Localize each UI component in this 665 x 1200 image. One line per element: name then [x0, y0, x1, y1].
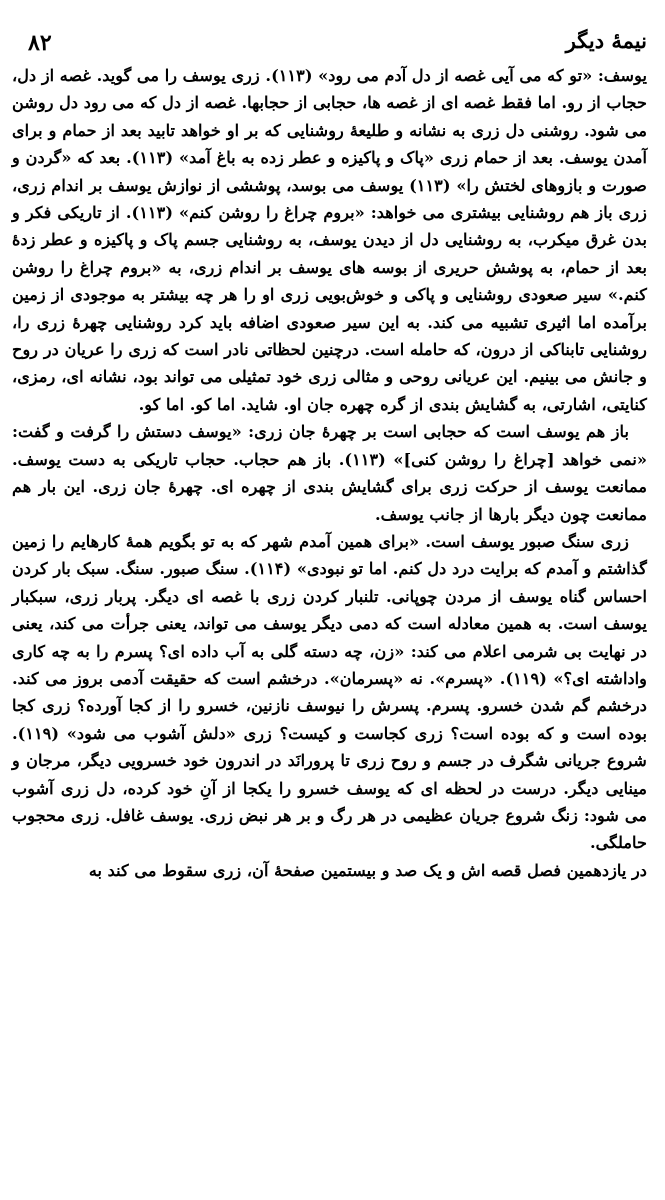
body-text [12, 62, 647, 884]
page-header [12, 28, 647, 62]
paragraph-3: زری سنگ صبور یوسف است. «برای همین آمدم شهر که به تو بگویم همهٔ کارهایم را زمین گذاشتم و آمدم که برایت درد دل کنم. اما تو نبودی» (۱۱۴). سنگ صبور. سنگ. سبک بار کردن احساس گناه یوسف از مردن چوپانی. تلنبار کردن زری با غصه ای دیگر. پربار زری، سبکبار یوسف است. به همین معادله است که دمی دیگر یوسف می تواند، یعنی جرأت می کند، یعنی در نهایت بی شرمی اعلام می کند: «زن، چه دسته گلی به آب داده ای؟ پسرم را به چه کاری واداشته ای؟» (۱۱۹). «پسرم». نه «پسرمان». درخشم است که حقیقت آدمی بروز می کند. درخشم گم شدن خسرو. پسرم. پسرش را نیوسف نازنین، خسرو را از کجا آورده؟ زری کجا بوده است و که بوده است؟ زری کجاست و کیست؟ زری «دلش آشوب می شود» (۱۱۹). شروع جریانی شگرف در جسم و روح زری تا پرورانَد در اندرون خود خسرویی دیگر، مرجان و مینایی دیگر. درست در لحظه ای که یوسف خسرو را یکجا از آنِ خود کرده، دل زری آشوب می شود: زنگ شروع جریان عظیمی در هر رگ و بر هر نبض زری. یوسف غافل. زری محجوب حاملگی. [12, 531, 647, 853]
page-number: ۸۲ [28, 30, 52, 56]
paragraph-2: باز هم یوسف است که حجابی است بر چهرهٔ جان زری: «یوسف دستش را گرفت و گفت: «نمی خواهد [چراغ را روشن کنی]» (۱۱۳). باز هم حجاب. حجاب تاریکی به دست یوسف. ممانعت یوسف از حرکت زری برای گشایش بندی از چهره ای. چهرهٔ جان زری. این بار هم ممانعت چون دیگر بارها از جانب یوسف. [12, 422, 647, 524]
paragraph-4: در یازدهمین فصل قصه اش و یک صد و بیستمین صفحهٔ آن، زری سقوط می کند به [88, 860, 647, 880]
paragraph-1: یوسف: «تو که می آیی غصه از دل آدم می رود» (۱۱۳). زری یوسف را می گوید. غصه از دل، حجاب از رو. اما فقط غصه ای از غصه ها، حجابی از حجابها. غصه از دل که می رود دل روشن می شود. روشنی دل زری به نشانه و طلیعهٔ روشنایی که بر او خواهد تابید بعد از حمام و برای آمدن یوسف. بعد از حمام زری «پاک و پاکیزه و عطر زده به باغ آمد» (۱۱۳). بعد که «گردن و صورت و بازوهای لختش را» (۱۱۳) یوسف می بوسد، پوششی از نوازش یوسف بر اندام زری، زری باز هم روشنایی بیشتری می خواهد: «بروم چراغ را روشن کنم» (۱۱۳). از تاریکی فکر و بدن غرق میکرب، به روشنایی دل از دیدن یوسف، به روشنایی جسم پاک و پاکیزه و عطر زدهٔ بعد از حمام، به پوشش حریری از بوسه های یوسف بر اندام زری، به «بروم چراغ را روشن کنم.» سیر صعودی روشنایی و پاکی و خوش‌بویی زری او را هر چه بیشتر به موجودی از زمین برآمده اما اثیری تشبیه می کند. به این سیر صعودی اضافه باید کرد روشنایی چهرهٔ زری را، روشنایی تابناکی از درون، که حامله است. درچنین لحظاتی نادر است که زری را عریان در روح و جانش می بینیم. این عریانی روحی و مثالی زری خود تمثیلی می تواند بود، نشانه ای، رمزی، کنایتی، اشارتی، به گشایش بندی از گره چهره جان او. شاید. اما کو. اما کو. [11, 66, 648, 414]
running-title: نیمهٔ دیگر [565, 28, 647, 53]
